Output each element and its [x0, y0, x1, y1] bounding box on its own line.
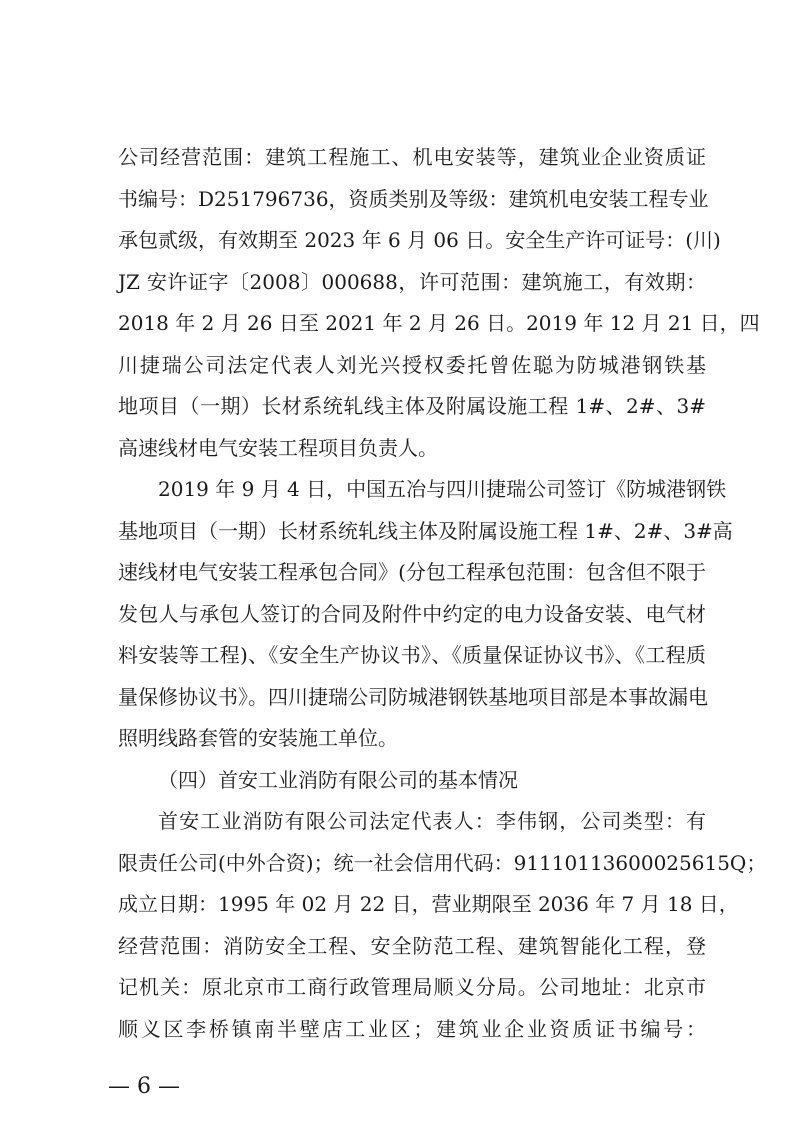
body-text-line: 量保修协议书》。四川捷瑞公司防城港钢铁基地项目部是本事故漏电 [118, 684, 708, 709]
body-text-line: 川捷瑞公司法定代表人刘光兴授权委托曾佐聪为防城港钢铁基 [118, 352, 706, 377]
body-text-line: 限责任公司(中外合资)；统一社会信用代码：91110113600025615Q； [118, 850, 767, 875]
body-text-line: 承包贰级，有效期至 2023 年 6 月 06 日。安全生产许可证号：(川) [118, 228, 721, 252]
body-text-line: 料安装等工程)、《安全生产协议书》、《质量保证协议书》、《工程质 [118, 643, 706, 667]
page-number: — 6 — [108, 1073, 180, 1099]
body-text-line: 高速线材电气安装工程项目负责人。 [118, 435, 438, 460]
body-text-line: 基地项目（一期）长材系统轧线主体及附属设施工程 1#、2#、3#高 [118, 518, 733, 543]
body-text-line: 经营范围：消防安全工程、安全防范工程、建筑智能化工程，登 [118, 933, 706, 958]
body-text-line: 书编号：D251796736，资质类别及等级：建筑机电安装工程专业 [118, 186, 709, 211]
body-text-line: 顺义区李桥镇南半壁店工业区；建筑业企业资质证书编号： [118, 1016, 706, 1041]
body-text-line: JZ 安许证字〔2008〕000688，许可范围：建筑施工，有效期： [118, 269, 706, 294]
body-text-line: 发包人与承包人签订的合同及附件中约定的电力设备安装、电气材 [118, 601, 706, 626]
body-text-line: 地项目（一期）长材系统轧线主体及附属设施工程 1#、2#、3# [118, 394, 706, 418]
body-text-line: 速线材电气安装工程承包合同》(分包工程承包范围：包含但不限于 [118, 560, 706, 584]
body-text-line: 成立日期：1995 年 02 月 22 日，营业期限至 2036 年 7 月 18 日， [118, 892, 739, 916]
body-text-line: 照明线路套管的安装施工单位。 [118, 726, 398, 750]
body-text-line: 公司经营范围：建筑工程施工、机电安装等，建筑业企业资质证 [118, 145, 706, 169]
body-text-line: 2018 年 2 月 26 日至 2021 年 2 月 26 日。2019 年 12 月 21 日，四 [118, 311, 760, 335]
section-heading: （四）首安工业消防有限公司的基本情况 [158, 767, 518, 792]
body-text-line: 首安工业消防有限公司法定代表人：李伟钢，公司类型：有 [158, 809, 706, 833]
body-text-line: 记机关：原北京市工商行政管理局顺义分局。公司地址：北京市 [118, 975, 706, 999]
body-text-line: 2019 年 9 月 4 日，中国五冶与四川捷瑞公司签订《防城港钢铁 [158, 477, 727, 501]
